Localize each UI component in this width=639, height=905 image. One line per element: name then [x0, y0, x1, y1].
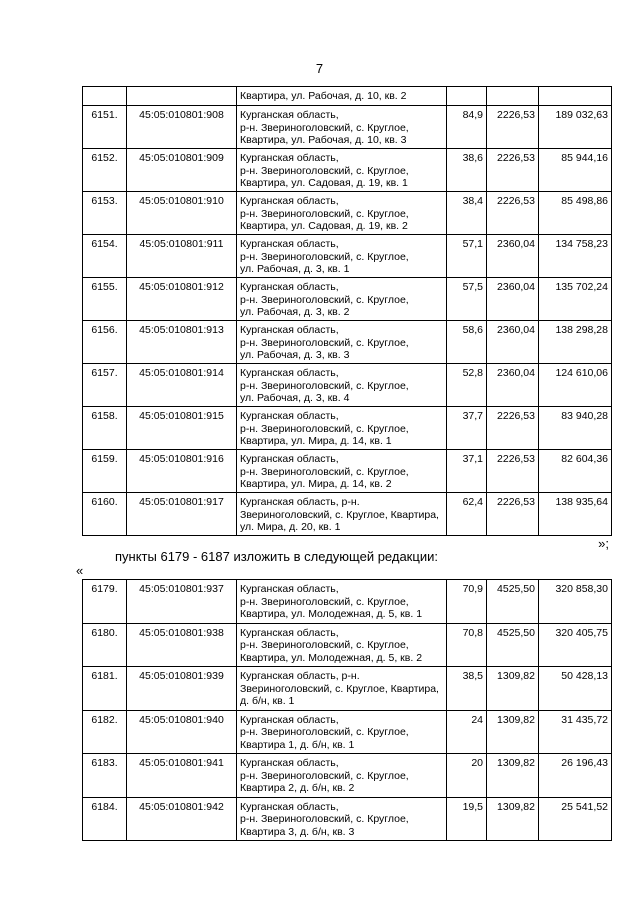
- cadastral-number-cell: 45:05:010801:908: [127, 106, 237, 149]
- address-line: Курганская область,: [240, 195, 339, 207]
- area-cell: 37,7: [447, 407, 487, 450]
- address-line: Курганская область,: [240, 281, 339, 293]
- cadastral-number-cell: 45:05:010801:912: [127, 278, 237, 321]
- address-cell: [237, 797, 447, 841]
- address-line: ул. Рабочая, д. 3, кв. 2: [240, 306, 350, 318]
- row-number-cell: 6158.: [83, 407, 127, 450]
- address-line: Курганская область,: [240, 152, 339, 164]
- registry-table-continued: [82, 86, 612, 536]
- address-line: Курганская область,: [240, 757, 339, 769]
- address-cell: [237, 493, 447, 536]
- area-cell: 19,5: [447, 797, 487, 841]
- table-row: [83, 87, 612, 106]
- unit-price-cell: [487, 87, 539, 106]
- address-line: ул. Рабочая, д. 3, кв. 3: [240, 349, 350, 361]
- cadastral-value-cell: 320 405,75: [539, 623, 612, 667]
- address-line: Квартира, ул. Мира, д. 14, кв. 2: [240, 478, 392, 490]
- row-number-cell: 6157.: [83, 364, 127, 407]
- table-row: [83, 667, 612, 711]
- area-cell: 70,9: [447, 580, 487, 624]
- unit-price-cell: 2226,53: [487, 149, 539, 192]
- address-cell: [237, 580, 447, 624]
- cadastral-number-cell: 45:05:010801:940: [127, 710, 237, 754]
- row-number-cell: 6181.: [83, 667, 127, 711]
- address-cell: [237, 235, 447, 278]
- cadastral-number-cell: 45:05:010801:917: [127, 493, 237, 536]
- address-cell: [237, 364, 447, 407]
- address-line: Курганская область,: [240, 109, 339, 121]
- row-number-cell: 6155.: [83, 278, 127, 321]
- table-row: [83, 623, 612, 667]
- closing-quote: »;: [598, 536, 609, 551]
- unit-price-cell: 4525,50: [487, 623, 539, 667]
- address-line: Курганская область,: [240, 583, 339, 595]
- address-cell: [237, 710, 447, 754]
- cadastral-number-cell: [127, 87, 237, 106]
- address-line: р-н. Звериноголовский, с. Круглое,: [240, 336, 409, 349]
- address-line: Курганская область, р-н.: [240, 670, 360, 682]
- cadastral-value-cell: 134 758,23: [539, 235, 612, 278]
- row-number-cell: 6183.: [83, 754, 127, 798]
- table-row: [83, 364, 612, 407]
- address-cell: [237, 149, 447, 192]
- area-cell: 84,9: [447, 106, 487, 149]
- area-cell: 52,8: [447, 364, 487, 407]
- cadastral-number-cell: 45:05:010801:916: [127, 450, 237, 493]
- address-line: Квартира, ул. Молодежная, д. 5, кв. 2: [240, 651, 423, 664]
- cadastral-number-cell: 45:05:010801:910: [127, 192, 237, 235]
- cadastral-value-cell: 138 935,64: [539, 493, 612, 536]
- cadastral-value-cell: 320 858,30: [539, 580, 612, 624]
- table-row: [83, 235, 612, 278]
- unit-price-cell: 2226,53: [487, 450, 539, 493]
- address-line: р-н. Звериноголовский, с. Круглое,: [240, 813, 409, 825]
- cadastral-number-cell: 45:05:010801:939: [127, 667, 237, 711]
- address-line: Квартира 2, д. б/н, кв. 2: [240, 782, 355, 794]
- row-number-cell: 6156.: [83, 321, 127, 364]
- address-line: ул. Рабочая, д. 3, кв. 1: [240, 263, 350, 275]
- cadastral-value-cell: 124 610,06: [539, 364, 612, 407]
- address-line: р-н. Звериноголовский, с. Круглое,: [240, 207, 409, 220]
- cadastral-value-cell: 83 940,28: [539, 407, 612, 450]
- cadastral-number-cell: 45:05:010801:914: [127, 364, 237, 407]
- address-line: р-н. Звериноголовский, с. Круглое,: [240, 293, 409, 306]
- page-number: 7: [315, 61, 324, 76]
- address-line: Звериноголовский, с. Круглое, Квартира,: [240, 682, 439, 695]
- opening-quote: «: [76, 563, 84, 578]
- unit-price-cell: 2360,04: [487, 278, 539, 321]
- address-line: р-н. Звериноголовский, с. Круглое,: [240, 726, 409, 738]
- address-cell: [237, 87, 447, 106]
- address-line: Квартира, ул. Мира, д. 14, кв. 1: [240, 435, 392, 447]
- area-cell: 37,1: [447, 450, 487, 493]
- area-cell: 57,1: [447, 235, 487, 278]
- cadastral-value-cell: 31 435,72: [539, 710, 612, 754]
- table-row: [83, 321, 612, 364]
- address-cell: [237, 450, 447, 493]
- address-line: Звериноголовский, с. Круглое, Квартира,: [240, 508, 439, 521]
- table-row: [83, 450, 612, 493]
- address-line: р-н. Звериноголовский, с. Круглое,: [240, 379, 409, 392]
- row-number-cell: 6159.: [83, 450, 127, 493]
- address-line: ул. Рабочая, д. 3, кв. 4: [240, 392, 350, 404]
- area-cell: 38,6: [447, 149, 487, 192]
- row-number-cell: 6184.: [83, 797, 127, 841]
- address-cell: [237, 321, 447, 364]
- row-number-cell: 6182.: [83, 710, 127, 754]
- area-cell: 20: [447, 754, 487, 798]
- unit-price-cell: 4525,50: [487, 580, 539, 624]
- address-line: Курганская область,: [240, 713, 339, 726]
- cadastral-value-cell: 50 428,13: [539, 667, 612, 711]
- unit-price-cell: 1309,82: [487, 797, 539, 841]
- address-line: Курганская область,: [240, 367, 339, 379]
- address-line: Квартира, ул. Рабочая, д. 10, кв. 2: [240, 90, 407, 102]
- unit-price-cell: 2360,04: [487, 235, 539, 278]
- table-row: [83, 710, 612, 754]
- cadastral-value-cell: 189 032,63: [539, 106, 612, 149]
- address-line: Квартира, ул. Молодежная, д. 5, кв. 1: [240, 608, 423, 620]
- cadastral-number-cell: 45:05:010801:941: [127, 754, 237, 798]
- address-line: Квартира, ул. Садовая, д. 19, кв. 1: [240, 177, 408, 189]
- address-line: Курганская область,: [240, 626, 339, 639]
- cadastral-value-cell: 25 541,52: [539, 797, 612, 841]
- address-line: д. б/н, кв. 1: [240, 695, 295, 707]
- cadastral-number-cell: 45:05:010801:938: [127, 623, 237, 667]
- address-line: р-н. Звериноголовский, с. Круглое,: [240, 422, 409, 435]
- address-line: Курганская область,: [240, 453, 339, 465]
- row-number-cell: 6154.: [83, 235, 127, 278]
- table-row: [83, 580, 612, 624]
- cadastral-value-cell: 85 944,16: [539, 149, 612, 192]
- cadastral-number-cell: 45:05:010801:915: [127, 407, 237, 450]
- address-line: р-н. Звериноголовский, с. Круглое,: [240, 465, 409, 478]
- table-row: [83, 493, 612, 536]
- row-number-cell: 6180.: [83, 623, 127, 667]
- address-line: Квартира, ул. Садовая, д. 19, кв. 2: [240, 220, 408, 232]
- unit-price-cell: 2360,04: [487, 364, 539, 407]
- row-number-cell: 6153.: [83, 192, 127, 235]
- unit-price-cell: 2226,53: [487, 106, 539, 149]
- cadastral-number-cell: 45:05:010801:937: [127, 580, 237, 624]
- address-line: р-н. Звериноголовский, с. Круглое,: [240, 639, 409, 651]
- address-cell: [237, 754, 447, 798]
- unit-price-cell: 2226,53: [487, 192, 539, 235]
- table-row: [83, 407, 612, 450]
- unit-price-cell: 2226,53: [487, 407, 539, 450]
- address-line: р-н. Звериноголовский, с. Круглое,: [240, 121, 409, 134]
- registry-table-body: [83, 87, 612, 536]
- registry-table-body: [83, 580, 612, 841]
- table-row: [83, 192, 612, 235]
- address-cell: [237, 192, 447, 235]
- address-cell: [237, 278, 447, 321]
- address-line: Курганская область,: [240, 800, 339, 813]
- address-line: Квартира, ул. Рабочая, д. 10, кв. 3: [240, 134, 407, 146]
- address-cell: [237, 407, 447, 450]
- area-cell: 58,6: [447, 321, 487, 364]
- address-line: р-н. Звериноголовский, с. Круглое,: [240, 164, 409, 177]
- table-row: [83, 149, 612, 192]
- registry-table-amended: [82, 579, 612, 841]
- address-line: Курганская область, р-н.: [240, 496, 360, 508]
- row-number-cell: [83, 87, 127, 106]
- unit-price-cell: 2226,53: [487, 493, 539, 536]
- address-cell: [237, 667, 447, 711]
- cadastral-number-cell: 45:05:010801:909: [127, 149, 237, 192]
- area-cell: 70,8: [447, 623, 487, 667]
- unit-price-cell: 1309,82: [487, 667, 539, 711]
- unit-price-cell: 1309,82: [487, 710, 539, 754]
- address-cell: [237, 106, 447, 149]
- address-line: ул. Мира, д. 20, кв. 1: [240, 521, 341, 533]
- unit-price-cell: 1309,82: [487, 754, 539, 798]
- table-row: [83, 278, 612, 321]
- address-line: Квартира 1, д. б/н, кв. 1: [240, 738, 355, 751]
- area-cell: 38,4: [447, 192, 487, 235]
- amendment-instruction: пункты 6179 - 6187 изложить в следующей редакции:: [115, 549, 438, 564]
- area-cell: 62,4: [447, 493, 487, 536]
- address-line: Курганская область,: [240, 238, 339, 250]
- cadastral-value-cell: 85 498,86: [539, 192, 612, 235]
- address-line: Курганская область,: [240, 410, 339, 422]
- table-row: [83, 106, 612, 149]
- cadastral-number-cell: 45:05:010801:911: [127, 235, 237, 278]
- row-number-cell: 6179.: [83, 580, 127, 624]
- area-cell: 57,5: [447, 278, 487, 321]
- cadastral-number-cell: 45:05:010801:913: [127, 321, 237, 364]
- address-cell: [237, 623, 447, 667]
- unit-price-cell: 2360,04: [487, 321, 539, 364]
- address-line: р-н. Звериноголовский, с. Круглое,: [240, 769, 409, 782]
- area-cell: 24: [447, 710, 487, 754]
- address-line: Квартира 3, д. б/н, кв. 3: [240, 825, 355, 838]
- address-line: Курганская область,: [240, 324, 339, 336]
- table-row: [83, 754, 612, 798]
- address-line: р-н. Звериноголовский, с. Круглое,: [240, 250, 409, 263]
- area-cell: [447, 87, 487, 106]
- area-cell: 38,5: [447, 667, 487, 711]
- cadastral-value-cell: [539, 87, 612, 106]
- row-number-cell: 6152.: [83, 149, 127, 192]
- row-number-cell: 6160.: [83, 493, 127, 536]
- cadastral-value-cell: 135 702,24: [539, 278, 612, 321]
- cadastral-value-cell: 138 298,28: [539, 321, 612, 364]
- cadastral-number-cell: 45:05:010801:942: [127, 797, 237, 841]
- table-row: [83, 797, 612, 841]
- address-line: р-н. Звериноголовский, с. Круглое,: [240, 595, 409, 608]
- cadastral-value-cell: 26 196,43: [539, 754, 612, 798]
- row-number-cell: 6151.: [83, 106, 127, 149]
- cadastral-value-cell: 82 604,36: [539, 450, 612, 493]
